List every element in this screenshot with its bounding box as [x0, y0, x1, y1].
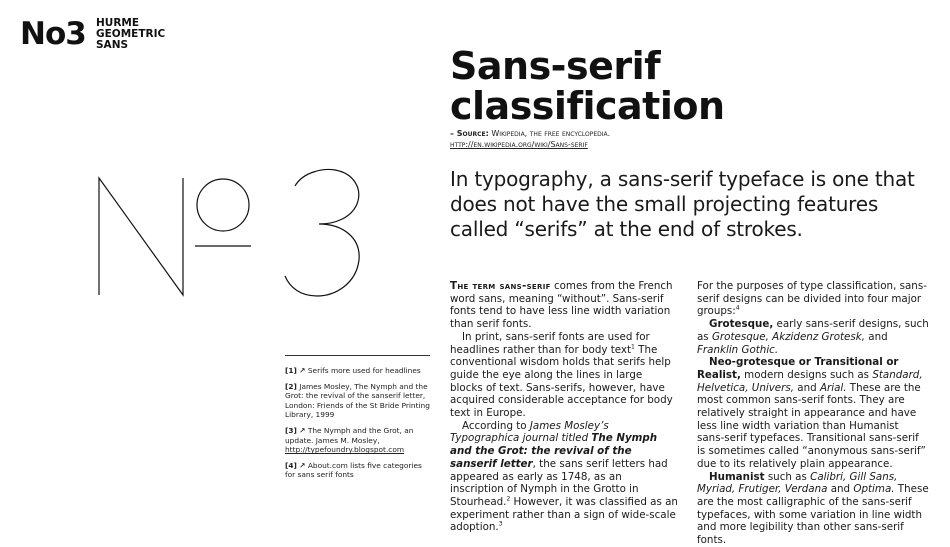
- footnote-item: [285, 426, 430, 455]
- paragraph-text: comes from the French word sans, meaning “without”. Sans-serif fonts tend to have less line width variation than serif fonts.: [450, 280, 673, 331]
- paragraph-text: modern designs such as: [740, 368, 873, 381]
- logo-wordmark: [96, 18, 206, 51]
- lead-paragraph: In typography, a sans-serif typeface is one that does not have the small projecting features called “serifs” at the end of strokes.: [450, 167, 915, 241]
- logo-mark: No3: [20, 16, 86, 52]
- bold-italic-text: The Nymph and the Grot: the revival of the sanserif letter: [450, 432, 658, 470]
- footnote-item: [285, 461, 430, 480]
- footnote-number: [3]: [285, 425, 297, 435]
- paragraph-1: [450, 280, 678, 331]
- footnote-number: [4]: [285, 460, 297, 470]
- external-link-icon[interactable]: ↗: [299, 460, 306, 470]
- footnote-ref[interactable]: 4: [735, 304, 740, 312]
- paragraph-2: [450, 331, 678, 420]
- body-column-1: [450, 280, 678, 534]
- paragraph-text: , the sans serif letters had appeared as early as 1748, as an inscription of Nymph in the Grotto in Stourhead.: [450, 457, 668, 508]
- external-link-icon[interactable]: ↗: [299, 366, 306, 375]
- footnote-ref[interactable]: 1: [631, 343, 635, 351]
- source-text: Wikipedia, the free encyclopedia.: [491, 129, 611, 138]
- external-link-icon[interactable]: ↗: [299, 425, 306, 435]
- source-credit: [450, 128, 810, 150]
- paragraph-neo-grotesque: [697, 356, 929, 470]
- paragraph-humanist: [697, 471, 929, 547]
- paragraph-text: According to: [462, 419, 530, 432]
- italic-text: James Mosley’s Typographica journal titled: [450, 419, 609, 445]
- paragraph-text: The conventional wisdom holds that serifs help guide the eye along the lines in large blocks of text. Sans-serifs, however, have acquired considerable acceptance for body text in Europe.: [450, 343, 673, 420]
- footnote-number: [1]: [285, 366, 297, 375]
- footnote-ref[interactable]: 3: [498, 520, 503, 528]
- paragraph-grotesque: [697, 318, 929, 356]
- footnote-ref[interactable]: 2: [506, 495, 511, 503]
- footnote-item: [285, 382, 430, 420]
- footnote-number: [2]: [285, 381, 297, 391]
- paragraph-text: For the purposes of type classification, sans-serif designs can be divided into four major groups:: [697, 280, 927, 318]
- paragraph-3: [450, 420, 678, 534]
- italic-text: Optima.: [853, 483, 895, 496]
- footnote-text: Serifs more used for headlines: [307, 366, 421, 375]
- footnotes-list: [285, 366, 430, 480]
- digit-three-stroke: [285, 170, 359, 296]
- footnote-text: The Nymph and the Grot, an update. James M. Mosley,: [285, 425, 414, 445]
- italic-text: Franklin Gothic.: [697, 343, 779, 356]
- italic-text: Arial.: [819, 381, 847, 394]
- paragraph-intro: [697, 280, 929, 318]
- footnote-item: [285, 366, 430, 376]
- source-label: – Source:: [450, 129, 489, 138]
- letter-o-stroke: [197, 179, 249, 231]
- source-link[interactable]: http://en.wikipedia.org/wiki/Sans-serif: [450, 140, 588, 149]
- paragraph-text: However, it was classified as an experiment rather than a sign of wide-scale adoption.: [450, 495, 678, 534]
- logo-line-1: HURME: [96, 17, 140, 29]
- paragraph-text: such as: [764, 470, 811, 483]
- footnote-link[interactable]: http://typefoundry.blogspot.com: [285, 445, 405, 455]
- paragraph-text: These are the most common sans-serif fonts. They are relatively straight in appearance and have less line width variation than Humanist sans-serif typefaces. Transitional sans-serif is sometimes called “anonymous sans-serif” due to its relatively plain appearance.: [697, 381, 926, 470]
- page-title: Sans-serif classification: [450, 44, 725, 128]
- body-column-2: [697, 280, 929, 547]
- paragraph-text: and: [864, 330, 888, 343]
- letter-n-stroke: [99, 178, 183, 295]
- footnotes-divider: [285, 355, 430, 356]
- big-number-mark-graphic: [85, 160, 385, 300]
- paragraph-text: early sans-serif designs, such as: [697, 318, 929, 343]
- footnote-text: James Mosley, The Nymph and the Grot: the revival of the sanserif letter, London: Friends of the St Bride Printing Library, 1999: [285, 381, 430, 420]
- paragraph-text: and: [794, 381, 820, 394]
- group-name: Humanist: [709, 470, 765, 483]
- italic-text: Standard, Helvetica, Univers,: [697, 368, 923, 394]
- run-in-lead: The term sans-serif: [450, 280, 551, 292]
- italic-text: Calibri, Gill Sans, Myriad, Frutiger, Verdana: [697, 470, 898, 496]
- paragraph-text: and: [827, 483, 854, 496]
- logo-line-2: GEOMETRIC: [96, 28, 166, 40]
- paragraph-text: In print, sans-serif fonts are used for headlines rather than for body text: [450, 330, 650, 356]
- italic-text: Grotesque, Akzidenz Grotesk,: [711, 330, 865, 343]
- group-name: Grotesque,: [709, 318, 774, 331]
- logo-line-3: SANS: [96, 39, 129, 51]
- group-name: Neo-grotesque or Transitional or Realist,: [697, 356, 899, 381]
- footnote-text: About.com lists five categories for sans serif fonts: [285, 460, 422, 480]
- paragraph-text: These are the most calligraphic of the sans-serif typefaces, with some variation in line width and more legibility than other sans-serif fonts.: [697, 483, 929, 547]
